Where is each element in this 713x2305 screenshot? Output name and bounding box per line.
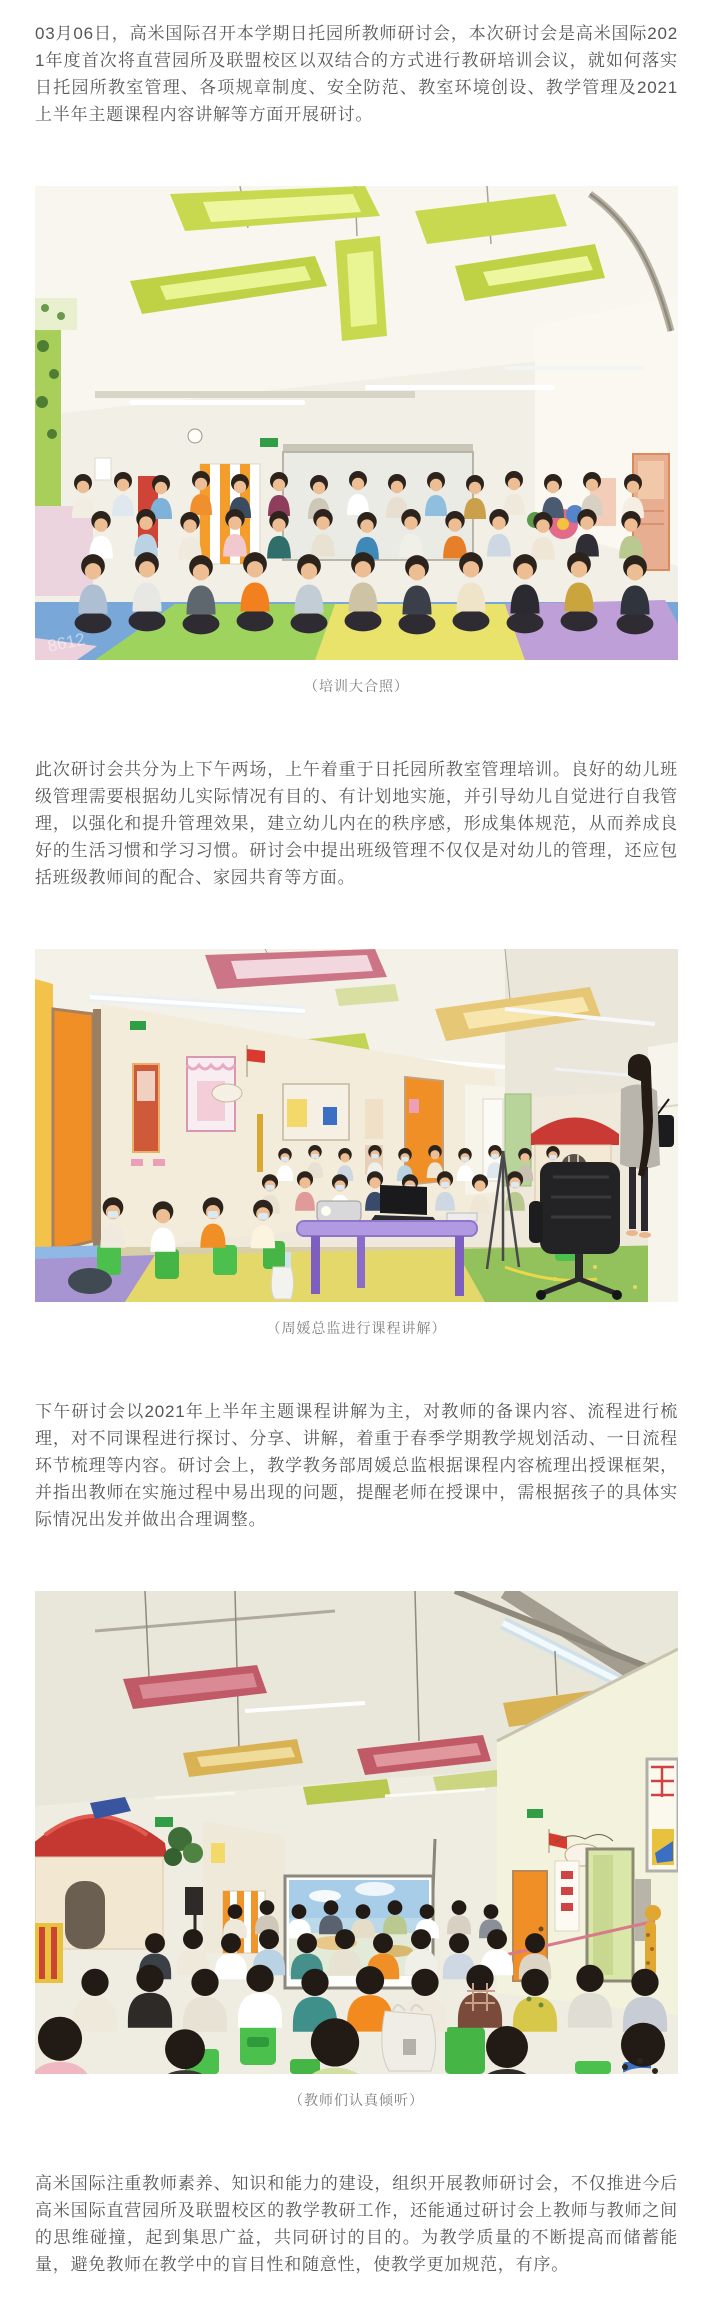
figure-director-lecture-photo[interactable] [35,949,678,1338]
figure-training-group-photo[interactable] [35,186,678,696]
caption-training-group-photo: （培训大合照） [304,678,409,694]
paragraph-conclusion: 高米国际注重教师素养、知识和能力的建设，组织开展教师研讨会，不仅推进今后高米国际直营园所及联盟校区的教学教研工作，还能通过研讨会上教师与教师之间的思维碰撞，起到集思广益，共同研讨的目的。为教学质量的不断提高而储蓄能量，避免教师在教学中的盲目性和随意性，使教学更加规范，有序。 [35,2174,678,2274]
audience-near-row [73,1965,667,2032]
training-group-photo-image[interactable] [35,186,678,660]
paragraph-morning-session: 此次研讨会共分为上下午两场，上午着重于日托园所教室管理培训。良好的幼儿班级管理需要根据幼儿实际情况有目的、有计划地实施，并引导幼儿自觉进行自我管理，以强化和提升管理效果，建立幼儿内在的秩序感，形成集体规范，从而养成良好的生活习惯和学习习惯。研讨会中提出班级管理不仅仅是对幼儿的管理，还应包括班级教师间的配合、家园共育等方面。 [35,760,678,887]
caption-teachers-listening: （教师们认真倾听） [289,2092,424,2108]
photo-watermark: 8612 [45,629,87,656]
director-lecture-photo-image[interactable] [35,949,678,1302]
teachers-listening-photo-image[interactable] [35,1591,678,2074]
paragraph-afternoon-session: 下午研讨会以2021年上半年主题课程讲解为主，对教师的备课内容、流程进行梳理，对不同课程进行探讨、分享、讲解，着重于春季学期教学规划活动、一日流程环节梳理等内容。研讨会上，教学教务部周媛总监根据课程内容梳理出授课框架，并指出教师在实施过程中易出现的问题，提醒老师在授课中，需根据孩子的具体实际情况出发并做出合理调整。 [35,1402,678,1529]
right-wall-pillar [648,1042,678,1302]
figure-teachers-listening-photo[interactable] [35,1591,678,2110]
paragraph-intro: 03月06日，高米国际召开本学期日托园所教师研讨会，本次研讨会是高米国际2021年度首次将直营园所及联盟校区以双结合的方式进行教研培训会议，就如何落实日托园所教室管理、各项规章制度、安全防范、教室环境创设、教学管理及2021上半年主题课程内容讲解等方面开展研讨。 [35,24,678,124]
plastic-bag [382,2005,436,2071]
caption-director-lecture: （周媛总监进行课程讲解） [266,1320,447,1336]
